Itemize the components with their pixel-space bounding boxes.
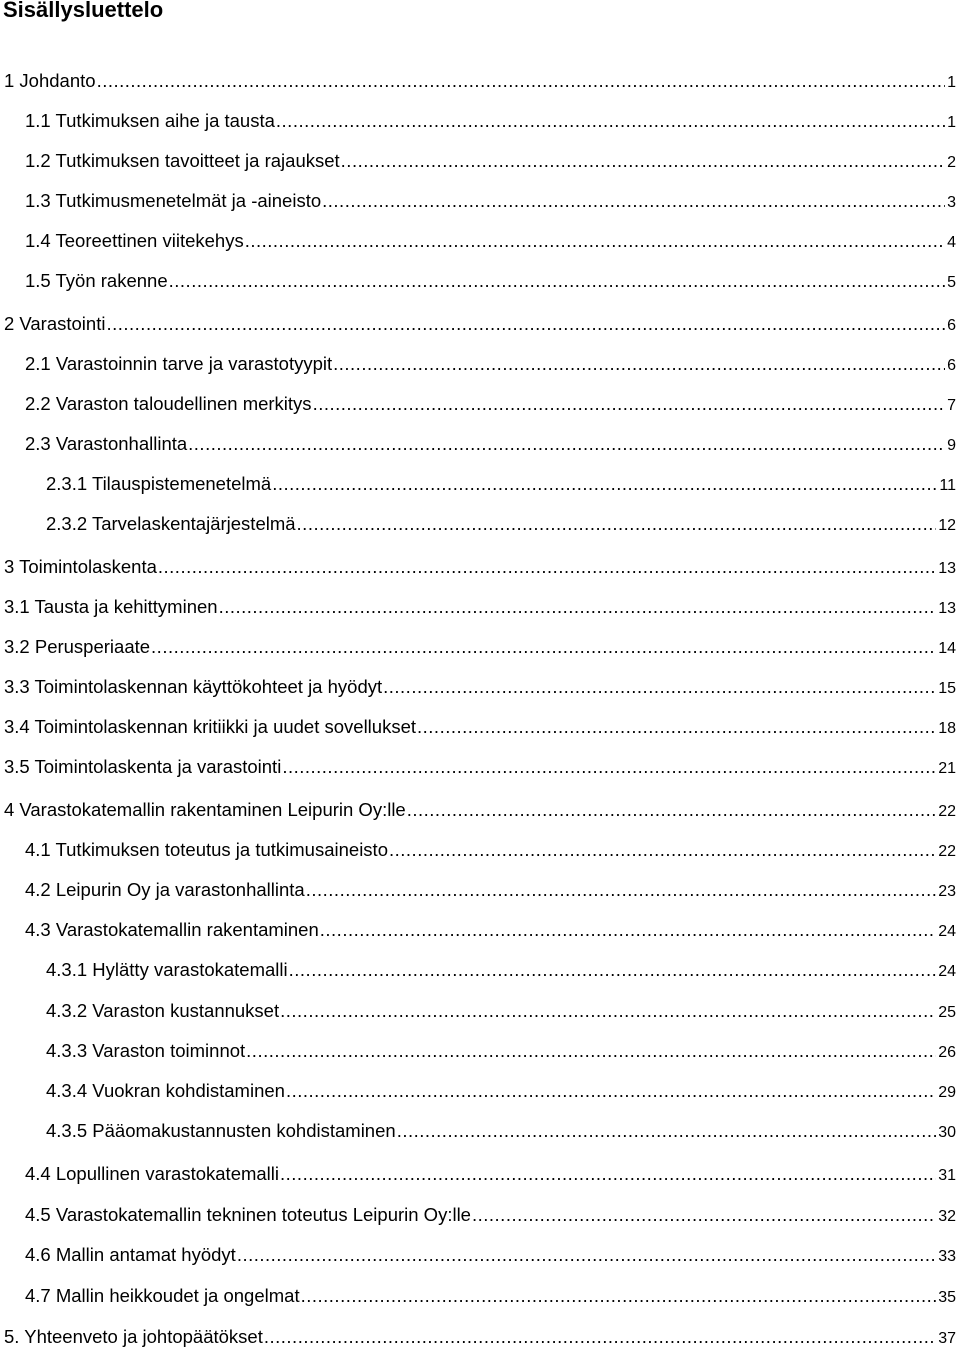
toc-dot-leader xyxy=(389,837,936,863)
toc-dot-leader xyxy=(286,1078,936,1104)
toc-entry[interactable] xyxy=(4,554,956,580)
toc-entry[interactable] xyxy=(4,1324,956,1350)
toc-entry-title: 2 Varastointi xyxy=(4,313,106,334)
toc-entry-page-number: 26 xyxy=(938,1044,956,1061)
toc-entry[interactable] xyxy=(4,594,956,620)
toc-entry-title: 4.1 Tutkimuksen toteutus ja tutkimusaineisto xyxy=(25,839,388,860)
toc-entry[interactable] xyxy=(25,228,956,254)
toc-dot-leader xyxy=(322,188,945,214)
toc-entry-page-number: 22 xyxy=(938,843,956,860)
toc-entry-title: 1.2 Tutkimuksen tavoitteet ja rajaukset xyxy=(25,150,340,171)
toc-entry-title: 3.1 Tausta ja kehittyminen xyxy=(4,596,218,617)
toc-entry[interactable] xyxy=(25,917,956,943)
toc-entry[interactable] xyxy=(46,998,956,1024)
toc-entry-page-number: 31 xyxy=(938,1167,956,1184)
toc-dot-leader xyxy=(264,1324,936,1350)
toc-entry[interactable] xyxy=(4,714,956,740)
toc-entry-page-number: 2 xyxy=(947,154,956,171)
toc-entry-title: 3 Toimintolaskenta xyxy=(4,556,157,577)
toc-entry-title: 1 Johdanto xyxy=(4,70,96,91)
toc-entry[interactable] xyxy=(25,1202,956,1228)
toc-entry-page-number: 6 xyxy=(947,357,956,374)
toc-dot-leader xyxy=(169,268,945,294)
toc-entry-page-number: 35 xyxy=(938,1289,956,1306)
toc-entry[interactable] xyxy=(46,471,956,497)
toc-entry[interactable] xyxy=(4,754,956,780)
toc-dot-leader xyxy=(282,754,936,780)
toc-dot-leader xyxy=(383,674,936,700)
toc-entry-title: 4.5 Varastokatemallin tekninen toteutus Leipurin Oy:lle xyxy=(25,1204,471,1225)
toc-entry-page-number: 1 xyxy=(947,74,956,91)
toc-entry-title: 4.3.2 Varaston kustannukset xyxy=(46,1000,280,1021)
toc-entry[interactable] xyxy=(25,877,956,903)
toc-dot-leader xyxy=(158,554,936,580)
toc-entry-page-number: 29 xyxy=(938,1084,956,1101)
toc-entry[interactable] xyxy=(25,351,956,377)
toc-entry-page-number: 25 xyxy=(938,1004,956,1021)
toc-entry-title: 3.4 Toimintolaskennan kritiikki ja uudet sovellukset xyxy=(4,716,417,737)
toc-entry-title: 4.4 Lopullinen varastokatemalli xyxy=(25,1163,280,1184)
toc-entry-page-number: 32 xyxy=(938,1208,956,1225)
toc-entry-page-number: 24 xyxy=(938,923,956,940)
toc-dot-leader xyxy=(280,1161,936,1187)
toc-entry-page-number: 33 xyxy=(938,1248,956,1265)
toc-entry[interactable] xyxy=(46,1038,956,1064)
toc-dot-leader xyxy=(301,1283,937,1309)
toc-entry[interactable] xyxy=(25,1161,956,1187)
toc-entry[interactable] xyxy=(4,634,956,660)
toc-entry-page-number: 21 xyxy=(938,760,956,777)
toc-entry[interactable] xyxy=(4,68,956,94)
toc-entry-page-number: 9 xyxy=(947,437,956,454)
toc-entry-title: 1.3 Tutkimusmenetelmät ja -aineisto xyxy=(25,190,322,211)
toc-dot-leader xyxy=(472,1202,936,1228)
toc-entry-page-number: 14 xyxy=(938,640,956,657)
toc-dot-leader xyxy=(289,957,937,983)
toc-entry-page-number: 4 xyxy=(947,234,956,251)
toc-entry-title: 4.3 Varastokatemallin rakentaminen xyxy=(25,919,319,940)
toc-dot-leader xyxy=(272,471,937,497)
toc-dot-leader xyxy=(417,714,936,740)
toc-entry-page-number: 11 xyxy=(939,477,956,494)
toc-entry[interactable] xyxy=(25,268,956,294)
toc-dot-leader xyxy=(151,634,936,660)
toc-dot-leader xyxy=(276,108,945,134)
toc-dot-leader xyxy=(97,68,946,94)
toc-entry[interactable] xyxy=(25,391,956,417)
toc-entry-title: 4.2 Leipurin Oy ja varastonhallinta xyxy=(25,879,305,900)
toc-dot-leader xyxy=(341,148,945,174)
page-title: Sisällysluettelo xyxy=(3,0,164,22)
toc-entry-title: 2.2 Varaston taloudellinen merkitys xyxy=(25,393,312,414)
toc-entry-page-number: 30 xyxy=(938,1124,956,1141)
toc-entry[interactable] xyxy=(46,1078,956,1104)
toc-entry[interactable] xyxy=(25,431,956,457)
toc-dot-leader xyxy=(333,351,945,377)
toc-entry-title: 2.1 Varastoinnin tarve ja varastotyypit xyxy=(25,353,333,374)
toc-entry-page-number: 1 xyxy=(947,114,956,131)
toc-entry-page-number: 22 xyxy=(938,803,956,820)
toc-entry[interactable] xyxy=(25,837,956,863)
toc-entry-page-number: 37 xyxy=(938,1330,956,1347)
toc-entry-page-number: 13 xyxy=(938,600,956,617)
toc-dot-leader xyxy=(280,998,936,1024)
toc-entry-title: 4.3.5 Pääomakustannusten kohdistaminen xyxy=(46,1120,396,1141)
toc-entry-page-number: 5 xyxy=(947,274,956,291)
toc-dot-leader xyxy=(106,311,945,337)
toc-entry-page-number: 3 xyxy=(947,194,956,211)
toc-entry-page-number: 7 xyxy=(947,397,956,414)
toc-entry[interactable] xyxy=(4,311,956,337)
toc-entry-title: 4.3.1 Hylätty varastokatemalli xyxy=(46,959,288,980)
toc-dot-leader xyxy=(407,797,936,823)
toc-entry-page-number: 23 xyxy=(938,883,956,900)
toc-dot-leader xyxy=(219,594,937,620)
toc-dot-leader xyxy=(188,431,945,457)
toc-entry-page-number: 13 xyxy=(938,560,956,577)
toc-entry[interactable] xyxy=(46,511,956,537)
toc-entry-title: 1.1 Tutkimuksen aihe ja tausta xyxy=(25,110,275,131)
toc-entry[interactable] xyxy=(25,1242,956,1268)
toc-dot-leader xyxy=(245,228,945,254)
toc-entry-title: 3.2 Perusperiaate xyxy=(4,636,151,657)
toc-entry-page-number: 24 xyxy=(938,963,956,980)
toc-entry-page-number: 15 xyxy=(938,680,956,697)
toc-entry-title: 2.3.1 Tilauspistemenetelmä xyxy=(46,473,272,494)
toc-entry[interactable] xyxy=(25,108,956,134)
toc-entry-title: 1.4 Teoreettinen viitekehys xyxy=(25,230,244,251)
toc-entry-page-number: 12 xyxy=(938,517,956,534)
toc-entry-title: 3.5 Toimintolaskenta ja varastointi xyxy=(4,756,282,777)
toc-dot-leader xyxy=(320,917,936,943)
toc-entry[interactable] xyxy=(25,1283,956,1309)
toc-entry-title: 1.5 Työn rakenne xyxy=(25,270,168,291)
toc-entry-title: 2.3 Varastonhallinta xyxy=(25,433,188,454)
toc-entry[interactable] xyxy=(4,797,956,823)
toc-entry[interactable] xyxy=(25,148,956,174)
toc-entry-page-number: 6 xyxy=(947,317,956,334)
toc-entry-title: 5. Yhteenveto ja johtopäätökset xyxy=(4,1326,263,1347)
toc-entry[interactable] xyxy=(46,957,956,983)
toc-entry-title: 4.7 Mallin heikkoudet ja ongelmat xyxy=(25,1285,300,1306)
toc-dot-leader xyxy=(397,1118,937,1144)
toc-dot-leader xyxy=(313,391,946,417)
toc-entry-title: 2.3.2 Tarvelaskentajärjestelmä xyxy=(46,513,296,534)
toc-entry-title: 4.3.4 Vuokran kohdistaminen xyxy=(46,1080,285,1101)
toc-entry-title: 4.3.3 Varaston toiminnot xyxy=(46,1040,246,1061)
toc-dot-leader xyxy=(237,1242,936,1268)
toc-dot-leader xyxy=(306,877,936,903)
toc-entry-title: 4 Varastokatemallin rakentaminen Leipurin Oy:lle xyxy=(4,799,406,820)
toc-dot-leader xyxy=(297,511,937,537)
toc-entry[interactable] xyxy=(46,1118,956,1144)
toc-entry-title: 4.6 Mallin antamat hyödyt xyxy=(25,1244,236,1265)
toc-entry-title: 3.3 Toimintolaskennan käyttökohteet ja hyödyt xyxy=(4,676,383,697)
toc-entry[interactable] xyxy=(25,188,956,214)
toc-dot-leader xyxy=(246,1038,936,1064)
toc-entry[interactable] xyxy=(4,674,956,700)
toc-entry-page-number: 18 xyxy=(938,720,956,737)
